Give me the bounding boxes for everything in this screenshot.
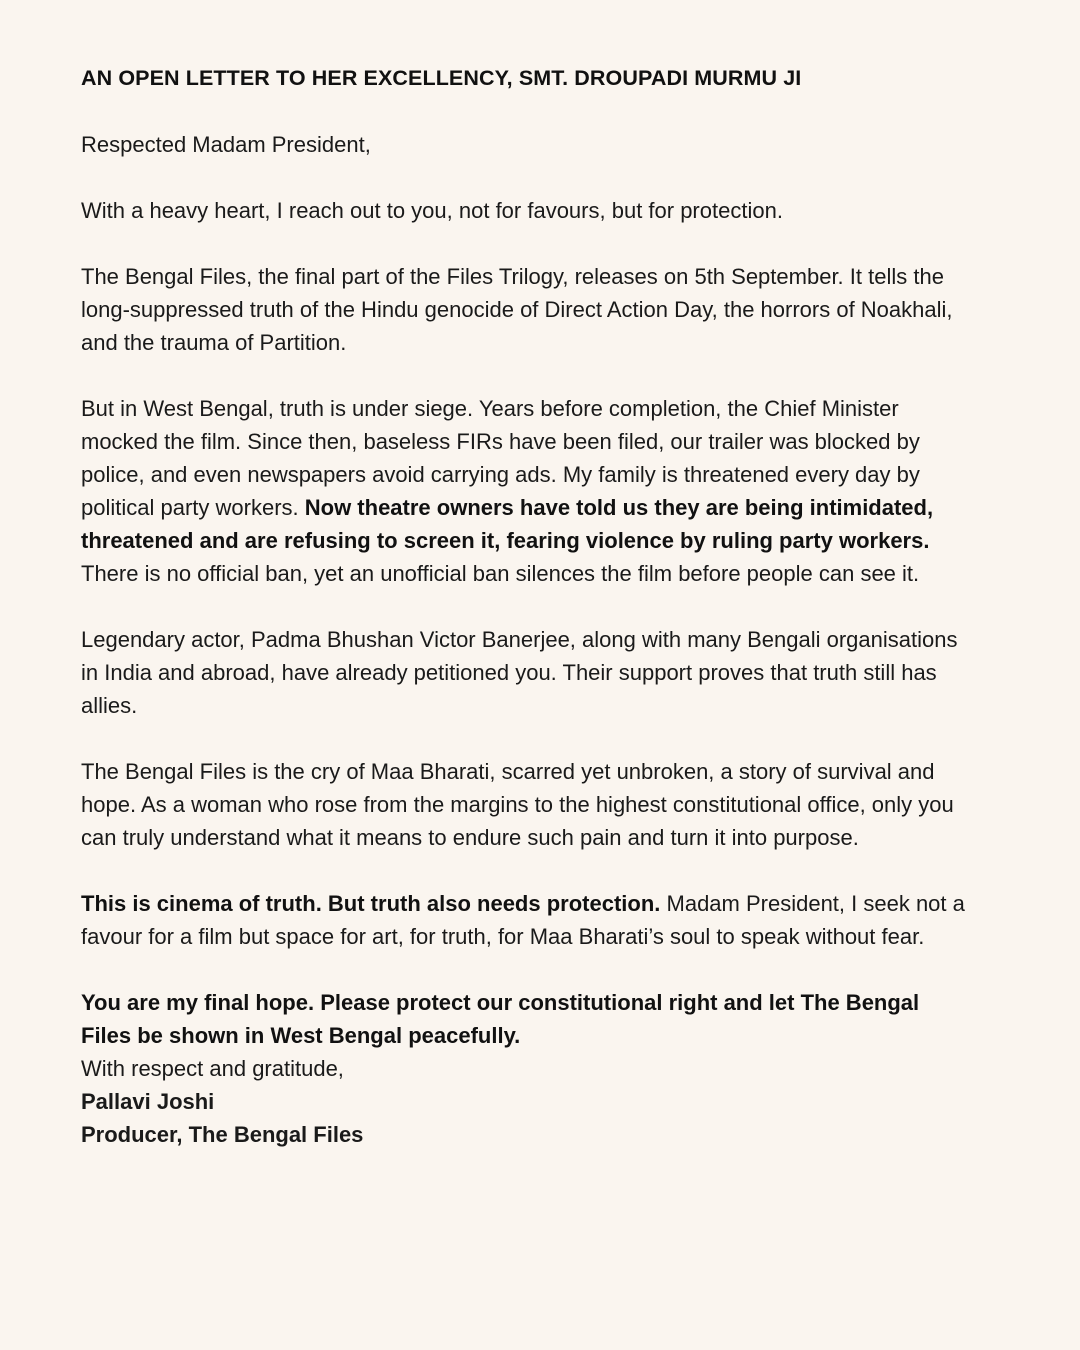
emphasis-run-p3-1: Now theatre owners have told us they are being intimidated, threatened and are refusing to screen it, fearing violence by ruling party workers.: [81, 495, 934, 553]
letter-salutation: Respected Madam President,: [81, 132, 371, 157]
letter-paragraph-p1: [81, 194, 969, 227]
text-run-p1-0: With a heavy heart, I reach out to you, not for favours, but for protection.: [81, 198, 783, 223]
letter-closing: [81, 1052, 999, 1151]
emphasis-run-p7-0: You are my final hope. Please protect our constitutional right and let The Bengal Files be shown in West Bengal peacefully.: [81, 990, 920, 1048]
emphasis-run-p6-0: This is cinema of truth. But truth also needs protection.: [81, 891, 661, 916]
text-run-p4-0: Legendary actor, Padma Bhushan Victor Banerjee, along with many Bengali organisations in India and abroad, have already petitioned you. Their support proves that truth still has allies.: [81, 627, 958, 718]
letter-paragraph-p3: [81, 392, 969, 590]
letter-title: AN OPEN LETTER TO HER EXCELLENCY, SMT. DROUPADI MURMU JI: [81, 66, 802, 90]
letter-paragraph-p2: [81, 260, 969, 359]
text-run-p3-0: But in West Bengal, truth is under siege. Years before completion, the Chief Minister mocked the film. Since then, baseless FIRs have been filed, our trailer was blocked by police, and even newspapers avoid carrying ads. My family is threatened every day by political party workers.: [81, 396, 920, 520]
closing-signer-name: Pallavi Joshi: [81, 1089, 215, 1114]
text-run-p5-0: The Bengal Files is the cry of Maa Bharati, scarred yet unbroken, a story of survival and hope. As a woman who rose from the margins to the highest constitutional office, only you can truly understand what it means to endure such pain and turn it into purpose.: [81, 759, 954, 850]
closing-signer-title: Producer, The Bengal Files: [81, 1122, 364, 1147]
closing-valediction: With respect and gratitude,: [81, 1056, 344, 1081]
letter-paragraph-p4: [81, 623, 969, 722]
text-run-p3-2: There is no official ban, yet an unofficial ban silences the film before people can see it.: [81, 561, 920, 586]
letter-paragraph-p5: [81, 755, 969, 854]
text-run-p6-1: Madam President, I seek not a favour for a film but space for art, for truth, for Maa Bharati’s soul to speak without fear.: [81, 891, 965, 949]
letter-paragraph-p6: [81, 887, 969, 953]
letter-body: [81, 194, 999, 1052]
letter-paragraph-p7: [81, 986, 969, 1052]
text-run-p2-0: The Bengal Files, the final part of the Files Trilogy, releases on 5th September. It tells the long-suppressed truth of the Hindu genocide of Direct Action Day, the horrors of Noakhali, and the trauma of Partition.: [81, 264, 953, 355]
